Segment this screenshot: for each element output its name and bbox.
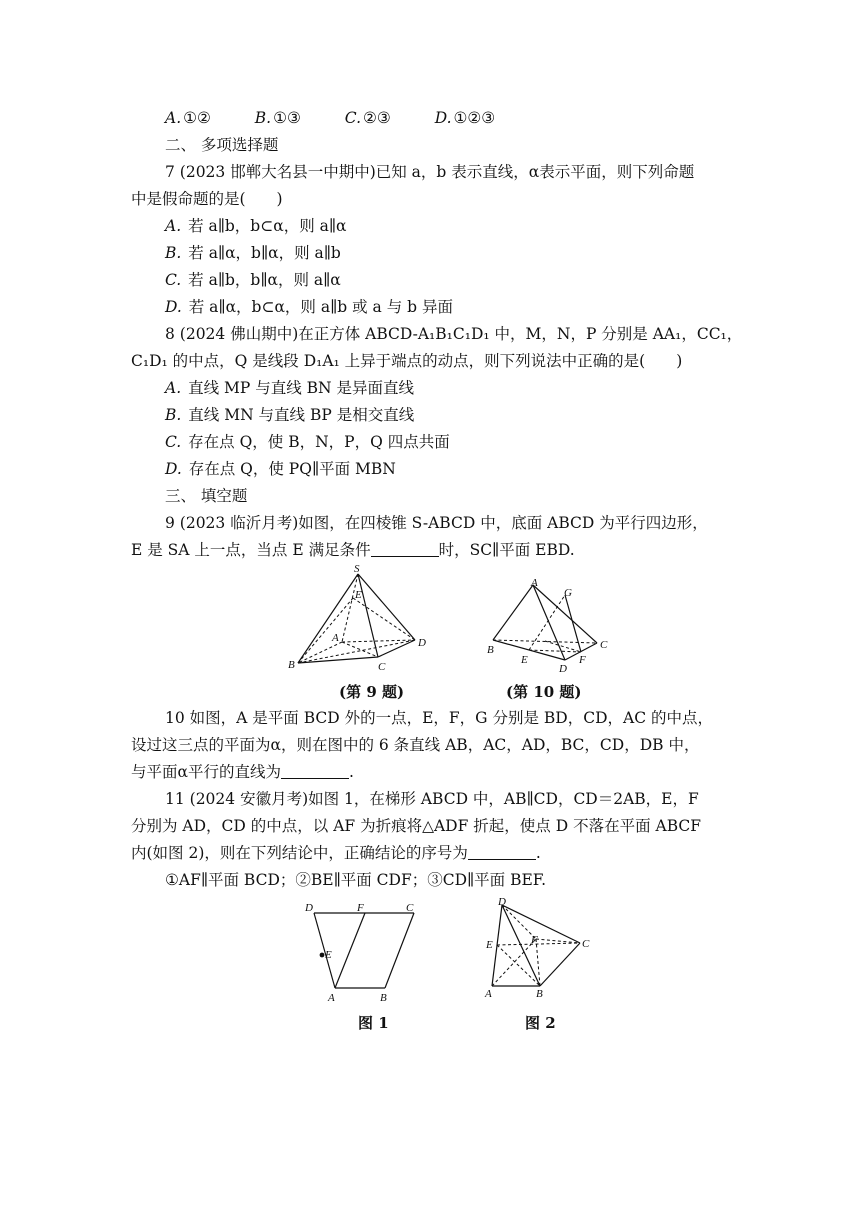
fig11-1-label-c: C xyxy=(406,902,414,914)
q11-line1: 11 (2024 安徽月考)如图 1，在梯形 ABCD 中，AB∥CD，CD＝2AB，E，F xyxy=(165,790,699,808)
fig9-label-b: B xyxy=(288,659,295,671)
fig11-1-label-b: B xyxy=(380,992,387,1004)
q6-option-c: C. ②③ xyxy=(344,109,391,127)
figure-11-1-trapezoid xyxy=(295,898,435,1006)
q11-line2: 分别为 AD，CD 的中点，以 AF 为折痕将△ADF 折起，使点 D 不落在平面 ABCF xyxy=(131,817,701,835)
fig11-1-caption: 图 1 xyxy=(358,1014,389,1032)
fig10-caption: (第 10 题) xyxy=(506,683,582,701)
q8-option-d: D. 存在点 Q，使 PQ∥平面 MBN xyxy=(165,460,396,478)
section2-title: 二、 多项选择题 xyxy=(165,136,279,154)
q9-answer-blank xyxy=(371,542,439,557)
fig11-1-label-a: A xyxy=(328,992,335,1004)
fig9-caption: (第 9 题) xyxy=(339,683,405,701)
fig11-2-caption: 图 2 xyxy=(525,1014,556,1032)
fig11-2-label-d: D xyxy=(498,896,506,908)
section3-title: 三、 填空题 xyxy=(165,487,248,505)
q7-option-c: C. 若 a∥b，b∥α，则 a∥α xyxy=(165,271,341,289)
q7-option-b: B. 若 a∥α，b∥α，则 a∥b xyxy=(165,244,341,262)
fig10-label-f: F xyxy=(579,654,586,666)
q6-option-b: B. ①③ xyxy=(254,109,301,127)
fig9-label-s: S xyxy=(354,563,360,575)
q6-options xyxy=(165,108,495,128)
figure-10-tetrahedron xyxy=(485,575,615,675)
fig10-label-c: C xyxy=(600,639,608,651)
fig9-label-c: C xyxy=(378,661,386,673)
fig11-1-label-f: F xyxy=(357,902,364,914)
fig11-2-label-f: F xyxy=(531,934,538,946)
q11-answer-blank xyxy=(468,845,536,860)
fig10-label-a: A xyxy=(531,577,538,589)
q7-stem-line1: 7 (2023 邯郸大名县一中期中)已知 a，b 表示直线，α表示平面，则下列命题 xyxy=(165,163,695,181)
fig11-2-label-c: C xyxy=(582,938,590,950)
fig9-label-e: E xyxy=(355,589,362,601)
q8-option-b: B. 直线 MN 与直线 BP 是相交直线 xyxy=(165,406,415,424)
q10-answer-blank xyxy=(281,764,349,779)
q9-stem-line1: 9 (2023 临沂月考)如图，在四棱锥 S-ABCD 中，底面 ABCD 为平行四边形， xyxy=(165,514,708,532)
q7-option-a: A. 若 a∥b，b⊂α，则 a∥α xyxy=(165,217,347,235)
fig10-label-b: B xyxy=(487,644,494,656)
q10-line2: 设过这三点的平面为α，则在图中的 6 条直线 AB，AC，AD，BC，CD，DB 中， xyxy=(131,736,700,754)
figure-9-pyramid xyxy=(285,560,435,675)
fig10-label-e: E xyxy=(521,654,528,666)
fig11-2-label-b: B xyxy=(536,988,543,1000)
q6-option-d: D. ①②③ xyxy=(434,109,496,127)
q11-line3: 内(如图 2)，则在下列结论中，正确结论的序号为 . xyxy=(131,844,541,862)
fig11-1-point-e xyxy=(320,953,325,958)
q7-option-d: D. 若 a∥α，b⊂α，则 a∥b 或 a 与 b 异面 xyxy=(165,298,453,316)
q11-statements: ①AF∥平面 BCD；②BE∥平面 CDF；③CD∥平面 BEF. xyxy=(165,871,547,889)
q7-stem-line2: 中是假命题的是( ) xyxy=(131,190,283,208)
q6-option-a: A. ①② xyxy=(165,109,211,127)
fig11-2-label-a: A xyxy=(485,988,492,1000)
fig10-label-g: G xyxy=(564,587,572,599)
q8-option-c: C. 存在点 Q，使 B，N，P，Q 四点共面 xyxy=(165,433,450,451)
q9-stem-line2: E 是 SA 上一点，当点 E 满足条件 时，SC∥平面 EBD. xyxy=(131,541,575,559)
fig9-label-a: A xyxy=(332,632,339,644)
q8-stem-line1: 8 (2024 佛山期中)在正方体 ABCD-A₁B₁C₁D₁ 中，M，N，P 分别是 AA₁，CC₁， xyxy=(165,325,743,343)
fig11-1-label-d: D xyxy=(305,902,313,914)
fig10-label-d: D xyxy=(559,663,567,675)
q10-line1: 10 如图，A 是平面 BCD 外的一点，E，F，G 分别是 BD，CD，AC 的中点， xyxy=(165,709,713,727)
q8-stem-line2: C₁D₁ 的中点，Q 是线段 D₁A₁ 上异于端点的动点，则下列说法中正确的是( ) xyxy=(131,352,683,370)
q10-line3: 与平面α平行的直线为 . xyxy=(131,763,354,781)
q8-option-a: A. 直线 MP 与直线 BN 是异面直线 xyxy=(165,379,415,397)
fig11-1-label-e: E xyxy=(325,949,332,961)
figure-11-2-folded xyxy=(480,893,600,1005)
fig9-label-d: D xyxy=(418,637,426,649)
fig11-2-label-e: E xyxy=(486,939,493,951)
